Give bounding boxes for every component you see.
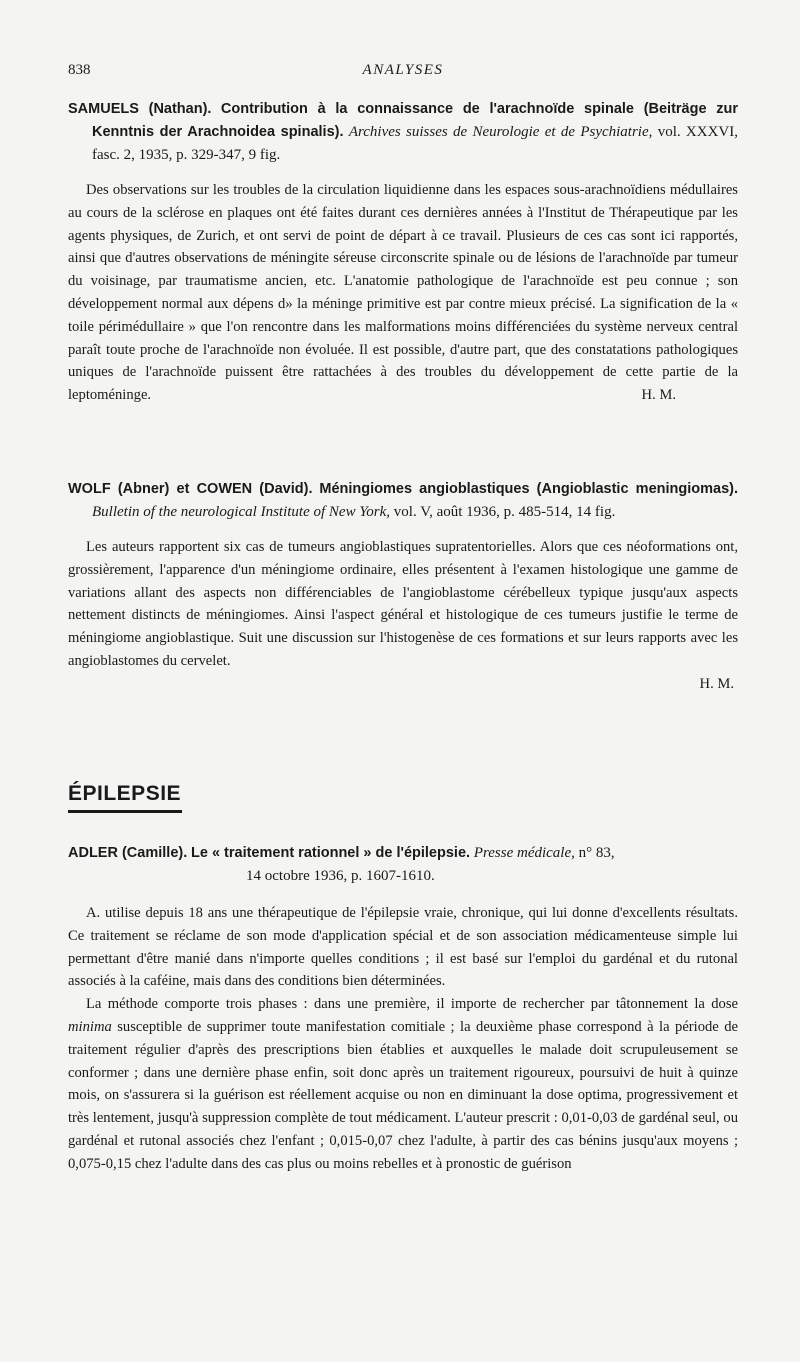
article-title: Méningiomes angioblastiques (Angioblastic meningiomas). [319,481,738,497]
page-header [68,62,738,84]
article-signature: H. M. [699,675,734,692]
article-title: Le « traitement rationnel » de l'épilepsie. [191,845,471,861]
paragraph-text: susceptible de supprimer toute manifestation comitiale ; la deuxième phase correspond à la période de traitement régulier d'après des prescriptions bien établies et auxquelles le malade doit scrupuleusement se conformer ; dans une dernière phase enfin, soit donc après un traitement rigoureux, poursuivi de huit à quinze mois, on s'assurera si la guérison est réellement acquise ou non en diminuant la dose optima, progressivement et très lentement, jusqu'à suppression complète de tout médicament. L'auteur prescrit : 0,01-0,03 de gardénal seul, ou gardénal et rutonal associés chez l'enfant ; 0,015-0,07 chez l'adulte, à partir des cas bénins jusqu'aux moyens ; 0,075-0,15 chez l'adulte dans des cas plus ou moins rebelles et à pronostic de guérison [68,1018,738,1172]
article-abstract [68,902,738,1176]
article-title: Contribution à la connaissance de l'arachnoïde spinale (Beiträge zur Kenntnis der Arachnoidea spinalis). [92,101,739,140]
article-reference [68,842,738,888]
article-adler [68,842,738,1176]
article-journal: Archives suisses de Neurologie et de Psychiatrie, [348,124,653,140]
paragraph-emphasis: minima [68,1018,112,1035]
section-title: ÉPILEPSIE [68,782,182,805]
article-authors: SAMUELS (Nathan). [68,101,212,117]
article-signature: H. M. [641,387,676,404]
article-samuels [68,98,738,407]
article-journal: Presse médicale, [473,845,575,861]
article-details: vol. V, août 1936, p. 485-514, 14 fig. [393,504,616,520]
page-number: 838 [68,62,91,78]
article-wolf-cowen [68,478,738,696]
article-abstract [68,536,738,673]
article-reference [68,98,738,167]
article-issue: n° 83, [578,845,615,861]
paragraph-text: La méthode comporte trois phases : dans une première, il importe de rechercher par tâtonnement la dose [86,996,738,1013]
abstract-paragraph-1: A. utilise depuis 18 ans une thérapeutique de l'épilepsie vraie, chronique, qui lui donne d'excellents résultats. Ce traitement se réclame de son mode d'application spécial et de son association médicamenteuse simple lui permettant d'être manié dans n'importe quelles conditions ; il est basé sur l'emploi du gardénal et du rutonal associés à la caféine, mais dans des conditions bien déterminées. [68,905,738,990]
abstract-text: Les auteurs rapportent six cas de tumeurs angioblastiques supratentorielles. Alors que ces néoformations ont, grossièrement, l'apparence d'un méningiome ordinaire, elles présentent à l'examen histologique une gamme de variations allant des aspects non différenciables de l'angioblastome cérébelleux typique jusqu'aux aspects nettement distincts de méningiomes. Ainsi l'aspect général et histologique de ces tumeurs justifie le terme de méningiome angioblastique. Suit une discussion sur l'histogenèse de ces formations et sur leurs rapports avec les angioblastomes du cervelet. [68,539,738,669]
abstract-paragraph-2 [68,993,738,1175]
article-authors: WOLF (Abner) et COWEN (David). [68,481,313,497]
article-journal: Bulletin of the neurological Institute of New York, [92,504,391,520]
article-date-pages: 14 octobre 1936, p. 1607-1610. [246,868,435,884]
section-underline [68,810,182,813]
article-authors: ADLER (Camille). [68,845,188,861]
article-details: vol. XXXVI, fasc. 2, 1935, p. 329-347, 9 fig. [92,124,739,163]
article-abstract [68,179,738,407]
abstract-text: Des observations sur les troubles de la circulation liquidienne dans les espaces sous-arachnoïdiens médullaires au cours de la sclérose en plaques ont été faites durant ces dernières années à l'Institut de Thérapeutique par les agents physiques, de Zurich, et ont servi de point de départ à ce travail. Plusieurs de ces cas sont ici rapportés, ainsi que d'autres observations de méningite séreuse circonscrite spinale ou de lésions de l'arachnoïde par tumeur du voisinage, par traumatisme ancien, etc. L'anatomie pathologique de l'arachnoïde est peu connue ; son développement normal aux dépens d» la méninge primitive est par contre mieux précisé. La signification de la « toile périmédullaire » que l'on rencontre dans les malformations moins différenciées du système nerveux central paraît toute proche de l'arachnoïde non évoluée. Il est possible, d'autre part, que des constatations pathologiques uniques de l'arachnoïde puissent être rattachées à des troubles du développement de cette partie de la leptoméninge. [68,182,738,404]
running-title: ANALYSES [362,62,444,78]
article-reference [68,478,738,524]
